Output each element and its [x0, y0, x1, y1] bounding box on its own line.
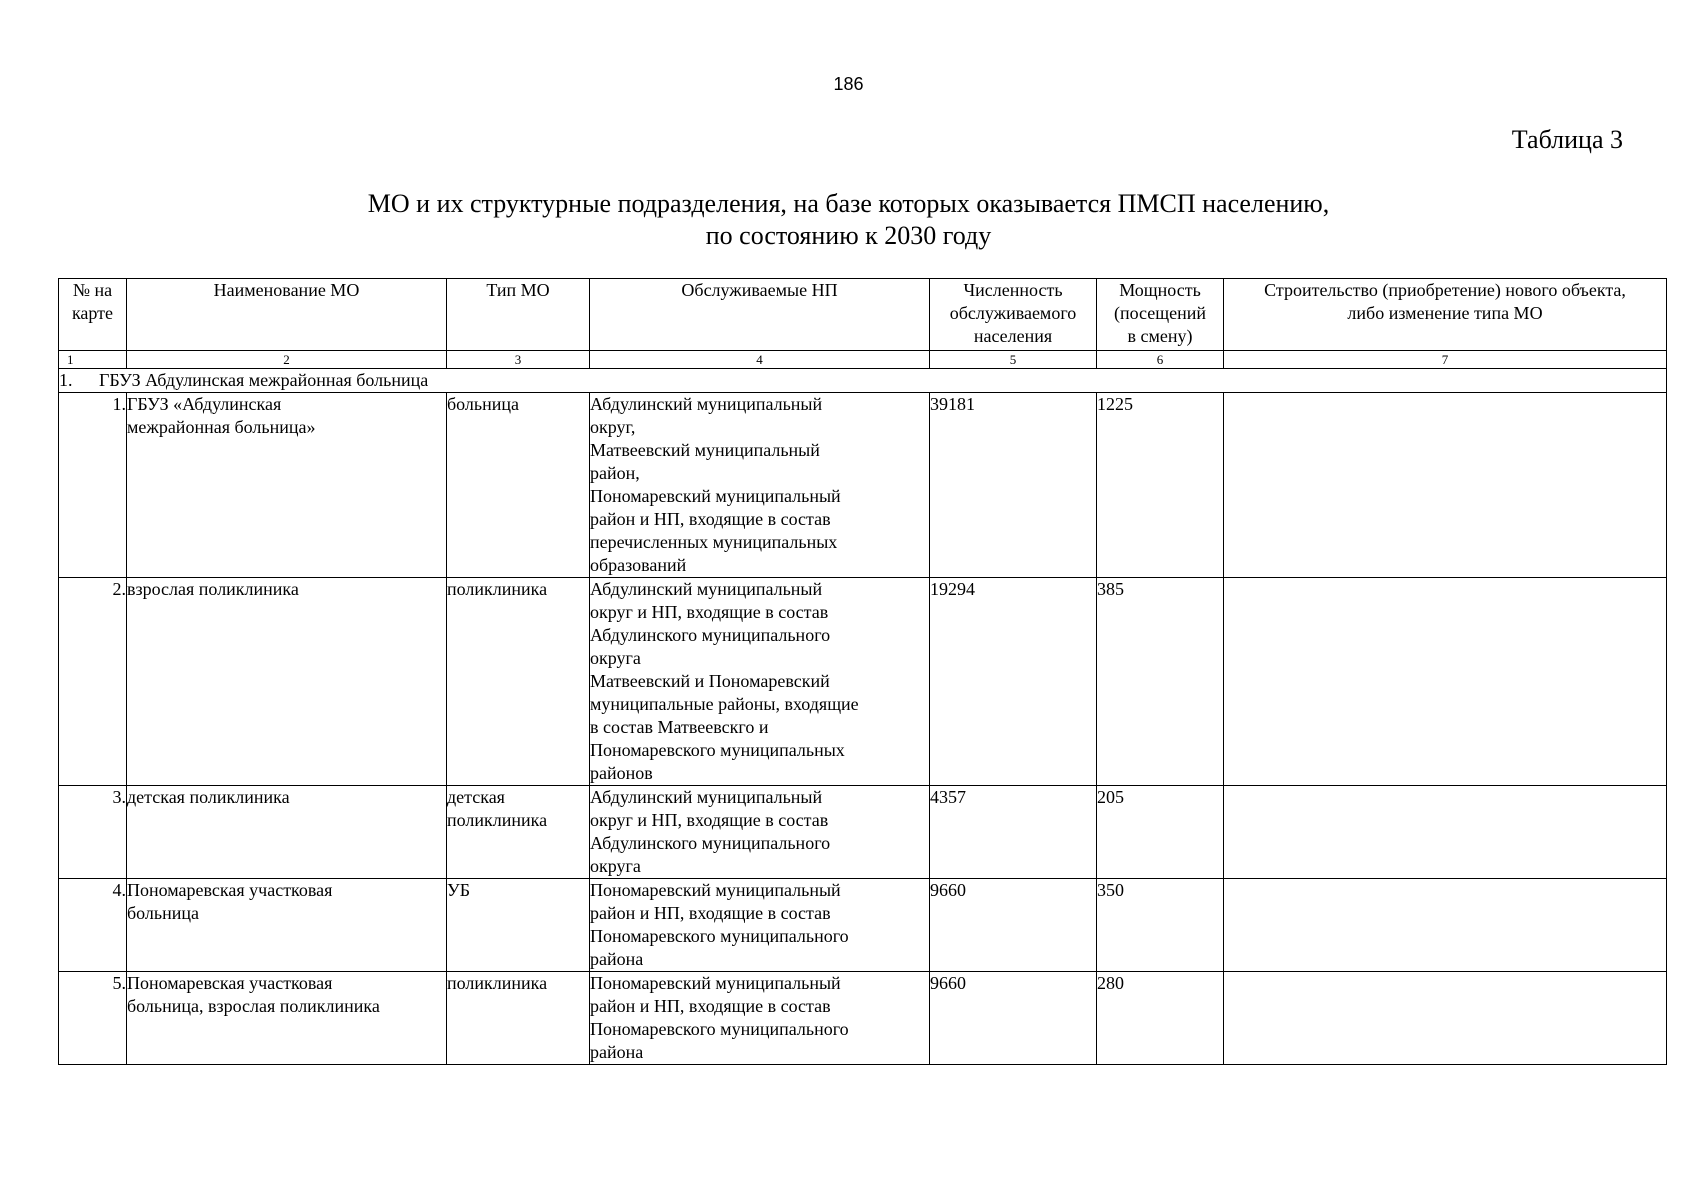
construction-cell	[1224, 786, 1667, 879]
served-line: Матвеевский муниципальный	[590, 440, 820, 460]
column-header-1	[59, 279, 127, 351]
section-cell	[59, 369, 1667, 393]
served-line: Пономаревский муниципальный	[590, 880, 841, 900]
section-row	[59, 369, 1667, 393]
served-line: район и НП, входящие в состав	[590, 996, 831, 1016]
served-settlements-cell	[590, 578, 930, 786]
column-index-3: 3	[447, 351, 590, 369]
column-header-3	[447, 279, 590, 351]
column-index-4: 4	[590, 351, 930, 369]
population-cell: 19294	[930, 578, 1097, 786]
column-header-4	[590, 279, 930, 351]
name-line: межрайонная больница»	[127, 417, 316, 437]
construction-cell	[1224, 972, 1667, 1065]
document-title	[0, 188, 1697, 252]
served-line: округ и НП, входящие в состав	[590, 602, 829, 622]
table-row	[59, 879, 1667, 972]
title-line: по состоянию к 2030 году	[705, 221, 992, 250]
section-title: ГБУЗ Абдулинская межрайонная больница	[99, 370, 429, 390]
served-line: Матвеевский и Пономаревский	[590, 671, 830, 691]
served-line: в состав Матвеевскго и	[590, 717, 769, 737]
served-line: Абдулинский муниципальный	[590, 787, 823, 807]
name-line: больница	[127, 903, 199, 923]
capacity-cell: 1225	[1097, 393, 1224, 578]
column-header-line: (посещений	[1113, 303, 1207, 323]
type-line: поликлиника	[447, 579, 548, 599]
column-index-7: 7	[1224, 351, 1667, 369]
served-line: район и НП, входящие в состав	[590, 903, 831, 923]
name-line: больница, взрослая поликлиника	[127, 996, 380, 1016]
title-line: МО и их структурные подразделения, на базе которых оказывается ПМСП населению,	[367, 189, 1330, 218]
served-line: Пономаревский муниципальный	[590, 486, 841, 506]
column-header-line: Численность	[963, 280, 1063, 300]
served-line: район и НП, входящие в состав	[590, 509, 831, 529]
type-line: УБ	[447, 880, 471, 900]
section-number: 1.	[59, 370, 73, 390]
served-line: округ,	[590, 417, 636, 437]
column-header-line: № на	[72, 280, 113, 300]
population-cell: 39181	[930, 393, 1097, 578]
type-line: детская	[447, 787, 505, 807]
facility-type-cell	[447, 578, 590, 786]
facility-type-cell	[447, 879, 590, 972]
facility-type-cell	[447, 393, 590, 578]
type-line: больница	[447, 394, 519, 414]
header-row	[59, 279, 1667, 351]
construction-cell	[1224, 578, 1667, 786]
row-number-cell: 3.	[59, 786, 127, 879]
page-number: 186	[833, 74, 864, 94]
name-line: взрослая поликлиника	[127, 579, 299, 599]
served-line: Пономаревского муниципальных	[590, 740, 845, 760]
served-line: районов	[590, 763, 653, 783]
name-line: детская поликлиника	[127, 787, 290, 807]
served-line: Абдулинский муниципальный	[590, 579, 823, 599]
column-index-row	[59, 351, 1667, 369]
served-line: перечисленных муниципальных	[590, 532, 838, 552]
served-settlements-cell	[590, 972, 930, 1065]
column-header-2	[127, 279, 447, 351]
table-row	[59, 393, 1667, 578]
served-line: Абдулинского муниципального	[590, 833, 831, 853]
facility-type-cell	[447, 972, 590, 1065]
facility-name-cell	[127, 578, 447, 786]
column-header-line: обслуживаемого	[949, 303, 1077, 323]
row-number-cell: 4.	[59, 879, 127, 972]
served-line: округа	[590, 856, 641, 876]
served-line: Абдулинского муниципального	[590, 625, 831, 645]
served-settlements-cell	[590, 786, 930, 879]
construction-cell	[1224, 393, 1667, 578]
column-header-line: Строительство (приобретение) нового объекта,	[1264, 280, 1626, 300]
table-row	[59, 786, 1667, 879]
facility-name-cell	[127, 786, 447, 879]
column-index-6: 6	[1097, 351, 1224, 369]
served-line: образований	[590, 555, 687, 575]
facilities-table	[58, 278, 1667, 1065]
column-header-6	[1097, 279, 1224, 351]
capacity-cell: 280	[1097, 972, 1224, 1065]
row-number-cell: 1.	[59, 393, 127, 578]
column-header-5	[930, 279, 1097, 351]
facility-name-cell	[127, 879, 447, 972]
table-label: Таблица 3	[1511, 125, 1623, 154]
column-index-1: 1	[59, 351, 127, 369]
served-line: район,	[590, 463, 640, 483]
table-row	[59, 578, 1667, 786]
served-line: округ и НП, входящие в состав	[590, 810, 829, 830]
row-number-cell: 5.	[59, 972, 127, 1065]
column-header-line: Тип МО	[486, 280, 550, 300]
column-header-line: Мощность	[1119, 280, 1201, 300]
served-settlements-cell	[590, 879, 930, 972]
name-line: ГБУЗ «Абдулинская	[127, 394, 282, 414]
capacity-cell: 205	[1097, 786, 1224, 879]
type-line: поликлиника	[447, 810, 548, 830]
served-line: района	[590, 1042, 644, 1062]
capacity-cell: 385	[1097, 578, 1224, 786]
column-header-line: населения	[973, 326, 1053, 346]
facility-type-cell	[447, 786, 590, 879]
served-line: Пономаревский муниципальный	[590, 973, 841, 993]
row-number-cell: 2.	[59, 578, 127, 786]
served-settlements-cell	[590, 393, 930, 578]
column-header-7	[1224, 279, 1667, 351]
column-index-2: 2	[127, 351, 447, 369]
facility-name-cell	[127, 393, 447, 578]
table-row	[59, 972, 1667, 1065]
name-line: Пономаревская участковая	[127, 880, 333, 900]
name-line: Пономаревская участковая	[127, 973, 333, 993]
facility-name-cell	[127, 972, 447, 1065]
population-cell: 4357	[930, 786, 1097, 879]
column-index-5: 5	[930, 351, 1097, 369]
column-header-line: Наименование МО	[213, 280, 360, 300]
construction-cell	[1224, 879, 1667, 972]
served-line: района	[590, 949, 644, 969]
served-line: округа	[590, 648, 641, 668]
column-header-line: карте	[71, 303, 114, 323]
column-header-line: Обслуживаемые НП	[681, 280, 838, 300]
served-line: муниципальные районы, входящие	[590, 694, 859, 714]
capacity-cell: 350	[1097, 879, 1224, 972]
served-line: Абдулинский муниципальный	[590, 394, 823, 414]
column-header-line: либо изменение типа МО	[1347, 303, 1543, 323]
type-line: поликлиника	[447, 973, 548, 993]
population-cell: 9660	[930, 879, 1097, 972]
served-line: Пономаревского муниципального	[590, 1019, 849, 1039]
population-cell: 9660	[930, 972, 1097, 1065]
served-line: Пономаревского муниципального	[590, 926, 849, 946]
column-header-line: в смену)	[1127, 326, 1193, 346]
